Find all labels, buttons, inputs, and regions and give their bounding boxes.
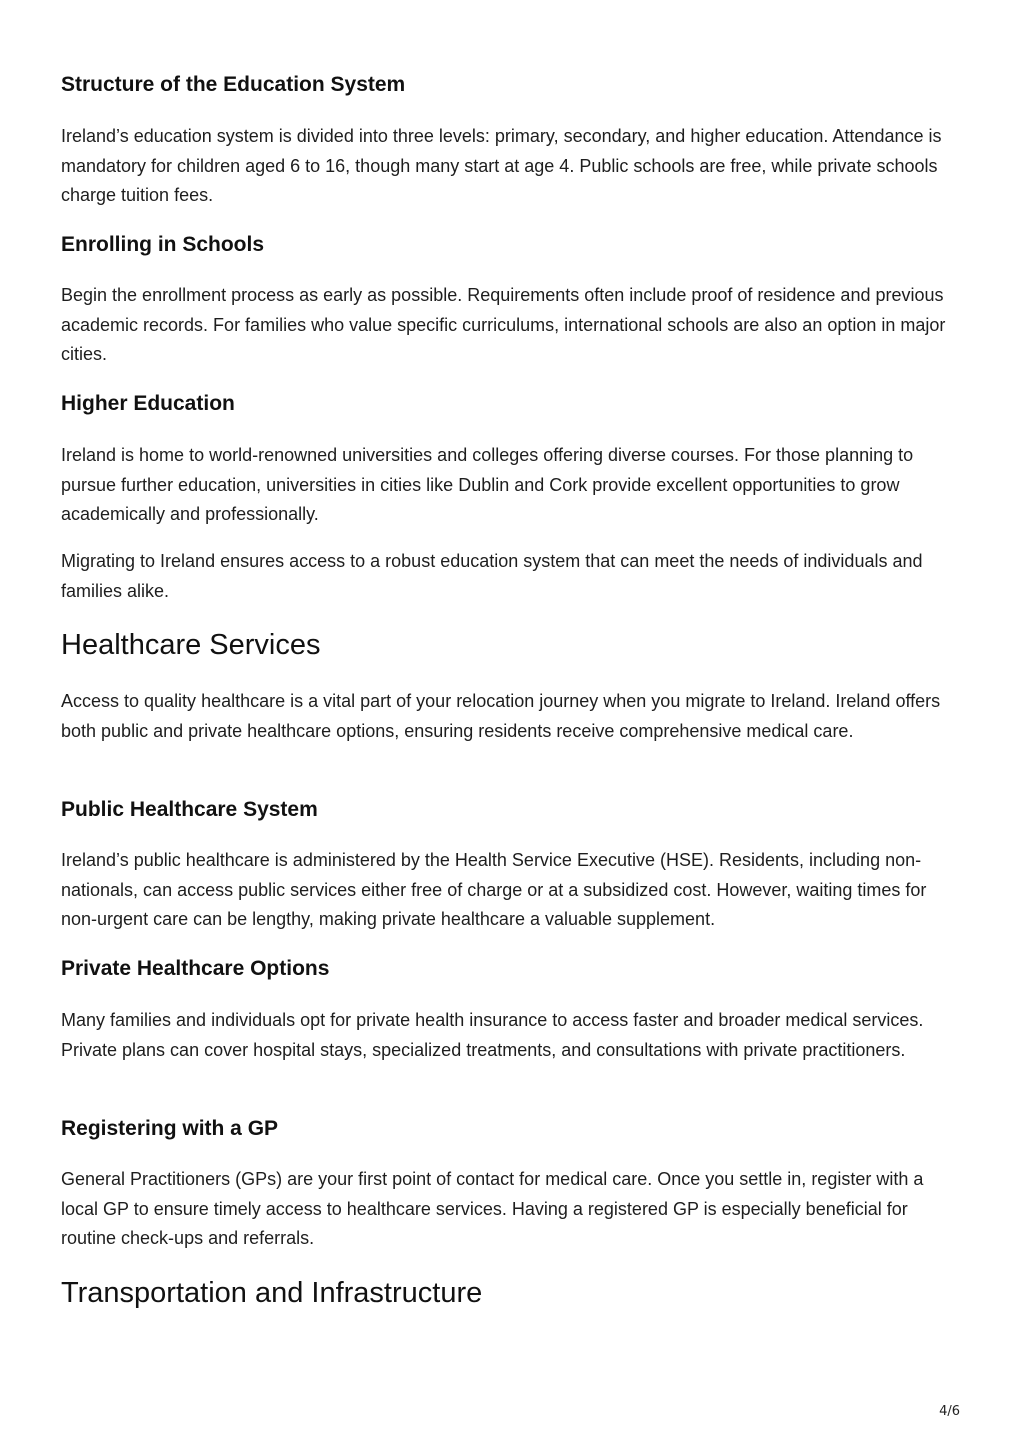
page-number: 4/6 xyxy=(939,1404,960,1419)
section-gp xyxy=(61,1116,965,1142)
heading-private-healthcare: Private Healthcare Options xyxy=(61,957,330,980)
paragraph-private-healthcare: Many families and individuals opt for private health insurance to access faster and broader medical services. Private plans can cover hospital stays, specialized treatments, and consultations with private practitioners. xyxy=(61,1010,924,1060)
para-healthcare-wrap xyxy=(61,687,965,746)
paragraph-healthcare: Access to quality healthcare is a vital part of your relocation journey when you migrate to Ireland. Ireland offers both public and private healthcare options, ensuring residents receive comprehensive medical care. xyxy=(61,691,941,741)
paragraph-enrolling: Begin the enrollment process as early as possible. Requirements often include proof of residence and previous academic records. For families who value specific curriculums, international schools are also an option in major cities. xyxy=(61,285,946,364)
section-public-healthcare xyxy=(61,797,965,823)
paragraph-gp: General Practitioners (GPs) are your first point of contact for medical care. Once you settle in, register with a local GP to ensure timely access to healthcare services. Having a registered GP is especially beneficial for routine check-ups and referrals. xyxy=(61,1169,924,1248)
section-structure xyxy=(61,72,965,98)
heading-higher-education: Higher Education xyxy=(61,392,235,415)
para-gp-wrap xyxy=(61,1165,965,1254)
para-higher-education-1-wrap xyxy=(61,441,965,530)
para-public-healthcare-wrap xyxy=(61,846,965,935)
para-higher-education-2-wrap xyxy=(61,547,965,606)
section-private-healthcare xyxy=(61,956,965,982)
heading-enrolling: Enrolling in Schools xyxy=(61,233,265,256)
section-healthcare xyxy=(61,628,965,662)
heading-gp: Registering with a GP xyxy=(61,1117,279,1140)
heading-transportation: Transportation and Infrastructure xyxy=(61,1277,483,1309)
heading-structure: Structure of the Education System xyxy=(61,73,406,96)
para-private-healthcare-wrap xyxy=(61,1006,965,1065)
heading-healthcare: Healthcare Services xyxy=(61,629,321,661)
paragraph-higher-education-2: Migrating to Ireland ensures access to a robust education system that can meet the needs of individuals and families alike. xyxy=(61,551,923,601)
section-enrolling xyxy=(61,232,965,258)
section-transportation xyxy=(61,1276,965,1310)
paragraph-public-healthcare: Ireland’s public healthcare is administered by the Health Service Executive (HSE). Residents, including non-nationals, can access public services either free of charge or at a subsidized cost. However, waiting times for non-urgent care can be lengthy, making private healthcare a valuable supplement. xyxy=(61,850,927,929)
paragraph-higher-education-1: Ireland is home to world-renowned universities and colleges offering diverse courses. For those planning to pursue further education, universities in cities like Dublin and Cork provide excellent opportunities to grow academically and professionally. xyxy=(61,445,914,524)
section-higher-education xyxy=(61,391,965,417)
paragraph-structure: Ireland’s education system is divided into three levels: primary, secondary, and higher education. Attendance is mandatory for children aged 6 to 16, though many start at age 4. Public schools are free, while private schools charge tuition fees. xyxy=(61,126,942,205)
heading-public-healthcare: Public Healthcare System xyxy=(61,798,318,821)
para-structure-wrap xyxy=(61,122,965,211)
para-enrolling-wrap xyxy=(61,281,965,370)
